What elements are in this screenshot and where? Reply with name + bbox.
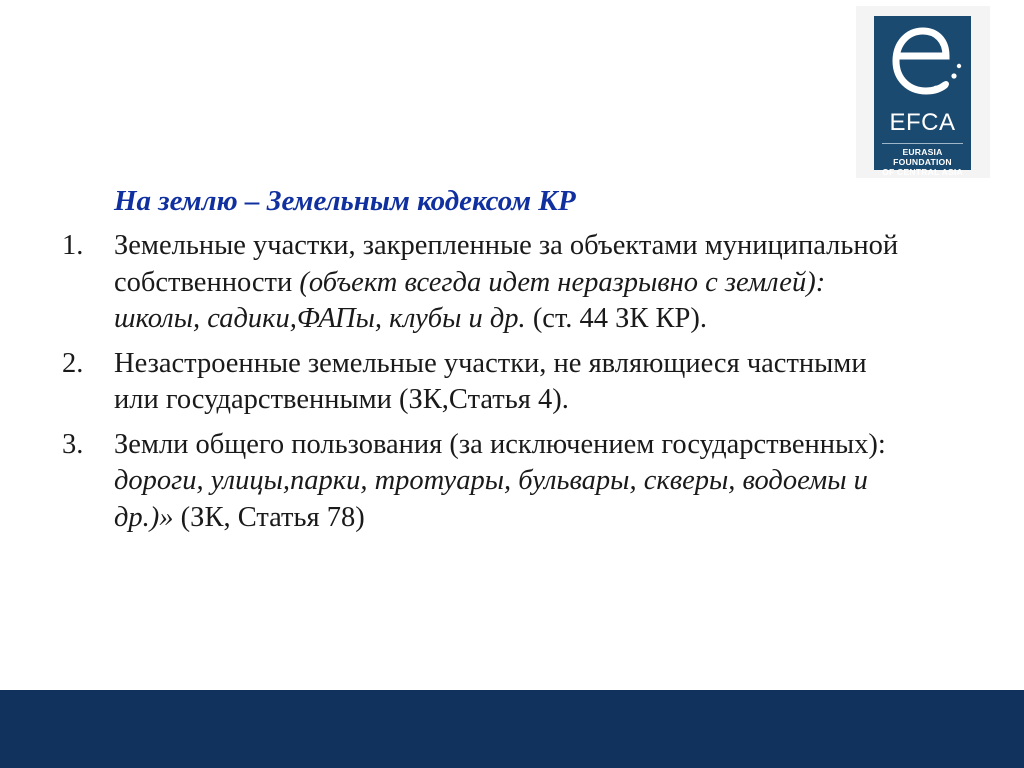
list-item — [62, 427, 902, 537]
efca-logo-badge — [874, 16, 971, 177]
list-item-text: Земельные участки, закрепленные за объектами муниципальной собственности — [114, 230, 899, 298]
list-item-reference: (ЗК, Статья 78) — [173, 501, 365, 533]
list-item — [62, 346, 902, 419]
efca-logo — [856, 6, 990, 178]
list-item-text: Незастроенные земельные участки, не являющиеся частными или государственными (ЗК,Статья 4). — [114, 347, 867, 415]
slide-heading: На землю – Земельным кодексом КР — [114, 185, 576, 217]
list-item — [62, 228, 902, 338]
efca-e-mark-icon — [878, 18, 968, 108]
logo-subtitle-line-2: OF CENTRAL ASIA — [882, 167, 963, 177]
list-item-number: 3. — [62, 428, 84, 460]
logo-subtitle-line-1: EURASIA FOUNDATION — [893, 147, 952, 167]
logo-subtitle — [874, 147, 971, 177]
list-item-italic-text: (объект всегда идет неразрывно с землей): школы, садики,ФАПы, клубы и др. — [114, 266, 826, 334]
list-item-reference: (ст. 44 ЗК КР). — [525, 303, 708, 334]
logo-divider — [882, 143, 963, 144]
logo-wordmark: EFCA — [889, 109, 956, 136]
list-item-number: 1. — [62, 230, 84, 261]
numbered-list — [62, 228, 902, 544]
list-item-italic-text: дороги, улицы,парки, тротуары, бульвары, скверы, водоемы и др.)» — [114, 465, 868, 533]
footer-bar — [0, 690, 1024, 768]
list-item-number: 2. — [62, 347, 84, 379]
list-item-text: Земли общего пользования (за исключением государственных): — [114, 428, 886, 460]
